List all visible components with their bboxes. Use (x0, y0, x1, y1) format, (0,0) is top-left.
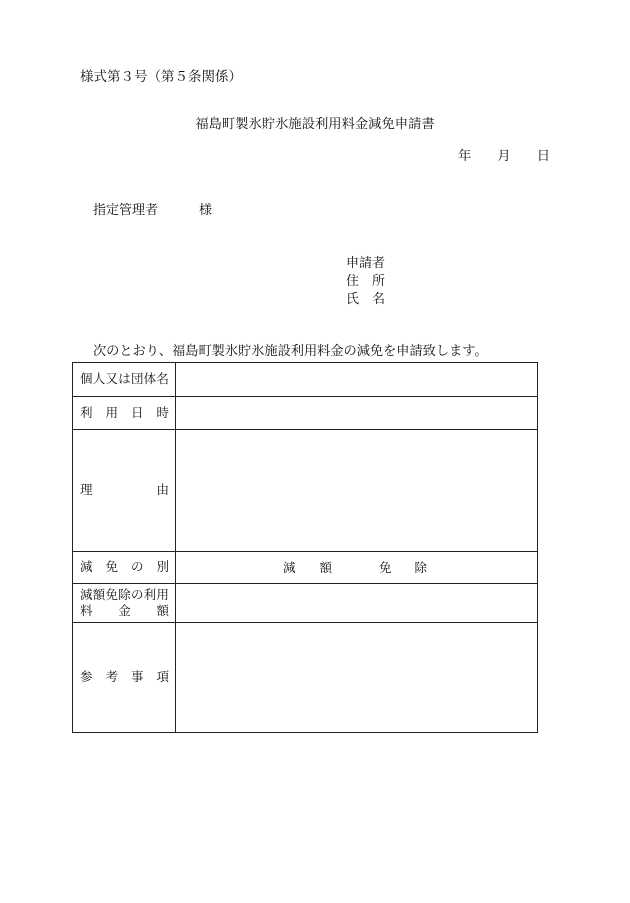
label-char: 除 (414, 559, 427, 575)
label-char: の (130, 586, 144, 602)
label-char: 額 (319, 559, 332, 575)
label-char: 減 (80, 559, 93, 575)
label-char: 考 (105, 669, 118, 685)
label-cell (73, 584, 176, 623)
label-char: 別 (156, 559, 169, 575)
exemption-option (379, 561, 427, 574)
label-char: 名 (371, 292, 385, 307)
row-label (80, 484, 169, 497)
label-cell (73, 430, 176, 552)
applicant-name-label (346, 293, 385, 306)
row-label (80, 671, 169, 684)
label-cell (73, 397, 176, 430)
label-cell (73, 623, 176, 733)
label-cell (73, 552, 176, 584)
reduction-option (283, 561, 332, 574)
label-char: 体 (143, 371, 157, 387)
addressee: 指定管理者 (93, 203, 159, 218)
label-char: 住 (346, 274, 360, 289)
label-char: 事 (130, 669, 144, 685)
label-char: 日 (536, 149, 550, 164)
row-label (80, 373, 169, 386)
label-char: 除 (118, 586, 131, 602)
label-char: 利 (80, 404, 93, 420)
row-label (80, 404, 169, 420)
label-char: 氏 (346, 292, 360, 307)
label-cell (73, 363, 176, 397)
label-char: 用 (105, 404, 118, 420)
label-char: 理 (80, 482, 93, 498)
label-char: 用 (156, 586, 169, 602)
label-char: 団 (130, 371, 144, 387)
label-char: 利 (143, 586, 157, 602)
row-label (80, 561, 169, 574)
reduction-type-field (176, 552, 538, 584)
label-char: 参 (80, 669, 93, 685)
label-char: 額 (156, 603, 169, 618)
applicant-heading: 申請者 (346, 256, 386, 271)
honorific: 様 (199, 203, 213, 218)
label-char: 日 (130, 404, 144, 420)
label-char: 所 (371, 274, 385, 289)
label-char: 又 (105, 371, 118, 387)
application-table (72, 362, 538, 733)
label-char: は (118, 371, 131, 387)
usage-datetime-field (176, 397, 538, 430)
label-char: の (130, 559, 144, 575)
remarks-field (176, 623, 538, 733)
label-char: 金 (118, 603, 131, 618)
row-label-line (80, 586, 169, 602)
label-char: 額 (92, 586, 106, 602)
document-title: 福島町製氷貯氷施設利用料金減免申請書 (195, 117, 435, 132)
reduced-fee-field (176, 584, 538, 623)
label-char: 減 (80, 586, 93, 602)
row-label-line (80, 605, 169, 618)
applicant-address-label (346, 275, 385, 288)
label-char: 免 (379, 559, 392, 575)
label-char: 免 (105, 586, 118, 602)
label-char: 項 (156, 669, 169, 685)
label-char: 名 (156, 371, 169, 387)
label-char: 減 (283, 559, 296, 575)
label-char: 人 (92, 371, 106, 387)
label-char: 個 (80, 371, 93, 387)
form-number: 様式第３号（第５条関係） (80, 69, 242, 85)
applicant-name-field (176, 363, 538, 397)
reason-field (176, 430, 538, 552)
label-char: 免 (105, 559, 118, 575)
label-char: 月 (497, 149, 511, 164)
statement: 次のとおり、福島町製氷貯氷施設利用料金の減免を申請致します。 (93, 344, 488, 359)
label-char: 年 (458, 149, 472, 164)
date-line (458, 150, 550, 163)
label-char: 時 (156, 404, 169, 420)
label-char: 料 (80, 603, 93, 618)
label-char: 由 (156, 482, 169, 498)
